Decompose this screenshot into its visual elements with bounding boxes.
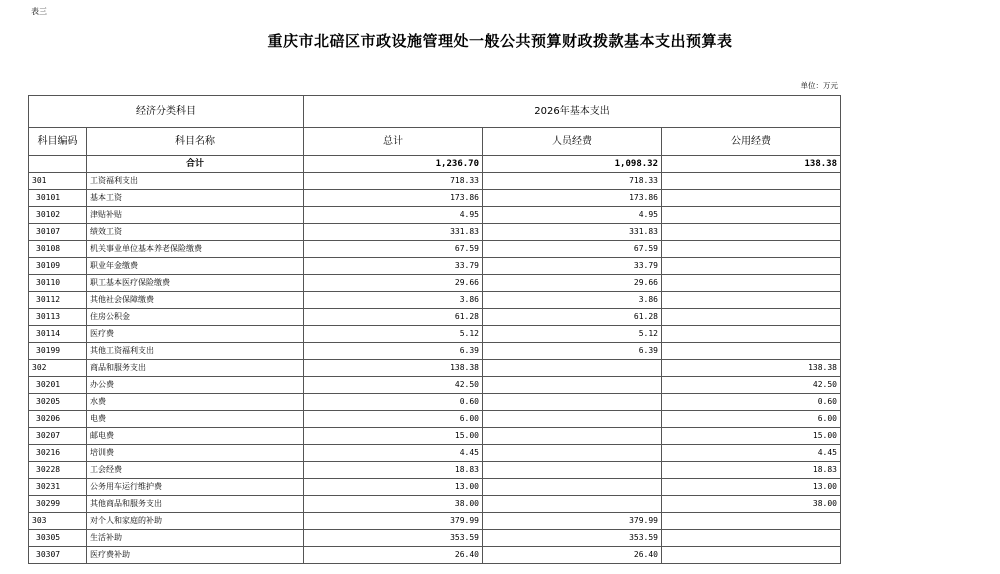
header-name: 科目名称	[87, 128, 304, 156]
row-total-cell: 6.00	[304, 411, 483, 428]
row-name-cell: 邮电费	[87, 428, 304, 445]
row-name-cell: 职工基本医疗保险缴费	[87, 275, 304, 292]
row-total-cell: 5.12	[304, 326, 483, 343]
header-public: 公用经费	[662, 128, 841, 156]
row-code-cell: 30109	[29, 258, 87, 275]
row-total-cell: 6.39	[304, 343, 483, 360]
row-name-cell: 其他商品和服务支出	[87, 496, 304, 513]
row-name-cell: 其他社会保障缴费	[87, 292, 304, 309]
table-row	[29, 190, 841, 207]
row-public-cell	[662, 173, 841, 190]
row-name-cell: 医疗费补助	[87, 547, 304, 564]
row-public-cell	[662, 190, 841, 207]
row-name-cell: 职业年金缴费	[87, 258, 304, 275]
row-code-cell: 302	[29, 360, 87, 377]
row-personnel-cell: 5.12	[483, 326, 662, 343]
row-personnel-cell	[483, 377, 662, 394]
table-row	[29, 479, 841, 496]
table-row	[29, 207, 841, 224]
table-row	[29, 377, 841, 394]
row-code-cell: 30207	[29, 428, 87, 445]
table-row	[29, 462, 841, 479]
table-number-tag: 表三	[31, 7, 47, 16]
row-personnel-cell: 4.95	[483, 207, 662, 224]
row-total-cell: 3.86	[304, 292, 483, 309]
row-public-cell	[662, 513, 841, 530]
table-row	[29, 360, 841, 377]
header-total: 总计	[304, 128, 483, 156]
row-personnel-cell: 26.40	[483, 547, 662, 564]
row-name-cell: 工资福利支出	[87, 173, 304, 190]
row-total-cell: 353.59	[304, 530, 483, 547]
row-public-cell: 138.38	[662, 360, 841, 377]
row-personnel-cell	[483, 411, 662, 428]
row-personnel-cell	[483, 394, 662, 411]
row-code-cell: 303	[29, 513, 87, 530]
row-public-cell: 13.00	[662, 479, 841, 496]
total-row	[29, 156, 841, 173]
table-row	[29, 275, 841, 292]
row-total-cell: 138.38	[304, 360, 483, 377]
row-code-cell: 30228	[29, 462, 87, 479]
total-personnel-cell: 1,098.32	[483, 156, 662, 173]
row-public-cell: 42.50	[662, 377, 841, 394]
row-personnel-cell	[483, 479, 662, 496]
table-row	[29, 411, 841, 428]
header-code: 科目编码	[29, 128, 87, 156]
row-total-cell: 173.86	[304, 190, 483, 207]
table-row	[29, 309, 841, 326]
total-public-cell: 138.38	[662, 156, 841, 173]
table-row	[29, 173, 841, 190]
row-name-cell: 住房公积金	[87, 309, 304, 326]
row-public-cell	[662, 547, 841, 564]
row-public-cell	[662, 258, 841, 275]
row-personnel-cell: 67.59	[483, 241, 662, 258]
header-personnel: 人员经费	[483, 128, 662, 156]
row-public-cell: 38.00	[662, 496, 841, 513]
row-code-cell: 30114	[29, 326, 87, 343]
row-public-cell	[662, 275, 841, 292]
row-total-cell: 379.99	[304, 513, 483, 530]
row-total-cell: 18.83	[304, 462, 483, 479]
row-public-cell: 15.00	[662, 428, 841, 445]
table-row	[29, 224, 841, 241]
row-public-cell	[662, 326, 841, 343]
row-public-cell: 4.45	[662, 445, 841, 462]
row-personnel-cell	[483, 428, 662, 445]
table-row	[29, 343, 841, 360]
row-public-cell	[662, 292, 841, 309]
row-name-cell: 津贴补贴	[87, 207, 304, 224]
header-row-columns	[29, 128, 841, 156]
row-total-cell: 4.45	[304, 445, 483, 462]
row-personnel-cell	[483, 445, 662, 462]
row-code-cell: 30112	[29, 292, 87, 309]
row-total-cell: 29.66	[304, 275, 483, 292]
row-code-cell: 30101	[29, 190, 87, 207]
row-name-cell: 电费	[87, 411, 304, 428]
row-total-cell: 0.60	[304, 394, 483, 411]
header-row-group	[29, 96, 841, 128]
header-year-basic: 2026年基本支出	[304, 96, 841, 128]
table-row	[29, 428, 841, 445]
row-personnel-cell	[483, 360, 662, 377]
row-name-cell: 绩效工资	[87, 224, 304, 241]
row-personnel-cell: 353.59	[483, 530, 662, 547]
row-total-cell: 4.95	[304, 207, 483, 224]
total-total-cell: 1,236.70	[304, 156, 483, 173]
table-row	[29, 241, 841, 258]
budget-table	[28, 95, 841, 564]
table-row	[29, 530, 841, 547]
row-name-cell: 基本工资	[87, 190, 304, 207]
unit-label: 单位：万元	[800, 81, 838, 90]
row-name-cell: 公务用车运行维护费	[87, 479, 304, 496]
row-code-cell: 30108	[29, 241, 87, 258]
table-row	[29, 292, 841, 309]
table-row	[29, 496, 841, 513]
row-total-cell: 331.83	[304, 224, 483, 241]
row-public-cell	[662, 530, 841, 547]
row-total-cell: 26.40	[304, 547, 483, 564]
row-total-cell: 15.00	[304, 428, 483, 445]
row-total-cell: 67.59	[304, 241, 483, 258]
table-row	[29, 547, 841, 564]
row-code-cell: 30231	[29, 479, 87, 496]
row-public-cell	[662, 309, 841, 326]
row-code-cell: 30305	[29, 530, 87, 547]
row-personnel-cell: 6.39	[483, 343, 662, 360]
row-personnel-cell: 331.83	[483, 224, 662, 241]
row-name-cell: 水费	[87, 394, 304, 411]
row-total-cell: 718.33	[304, 173, 483, 190]
row-code-cell: 30102	[29, 207, 87, 224]
row-name-cell: 其他工资福利支出	[87, 343, 304, 360]
row-name-cell: 生活补助	[87, 530, 304, 547]
table-row	[29, 394, 841, 411]
row-public-cell: 18.83	[662, 462, 841, 479]
row-name-cell: 医疗费	[87, 326, 304, 343]
header-econ-class: 经济分类科目	[29, 96, 304, 128]
row-code-cell: 30199	[29, 343, 87, 360]
table-row	[29, 445, 841, 462]
row-code-cell: 30107	[29, 224, 87, 241]
row-personnel-cell: 61.28	[483, 309, 662, 326]
row-public-cell: 0.60	[662, 394, 841, 411]
row-name-cell: 对个人和家庭的补助	[87, 513, 304, 530]
row-public-cell	[662, 241, 841, 258]
row-personnel-cell: 173.86	[483, 190, 662, 207]
row-total-cell: 33.79	[304, 258, 483, 275]
row-total-cell: 42.50	[304, 377, 483, 394]
table-row	[29, 513, 841, 530]
row-public-cell	[662, 343, 841, 360]
row-total-cell: 61.28	[304, 309, 483, 326]
row-name-cell: 办公费	[87, 377, 304, 394]
row-code-cell: 30110	[29, 275, 87, 292]
row-code-cell: 30206	[29, 411, 87, 428]
row-public-cell	[662, 224, 841, 241]
total-name-cell: 合计	[87, 156, 304, 173]
row-total-cell: 13.00	[304, 479, 483, 496]
row-code-cell: 30307	[29, 547, 87, 564]
row-name-cell: 机关事业单位基本养老保险缴费	[87, 241, 304, 258]
row-personnel-cell	[483, 496, 662, 513]
row-code-cell: 301	[29, 173, 87, 190]
row-public-cell	[662, 207, 841, 224]
row-name-cell: 工会经费	[87, 462, 304, 479]
total-code-cell	[29, 156, 87, 173]
table-row	[29, 326, 841, 343]
row-code-cell: 30299	[29, 496, 87, 513]
table-row	[29, 258, 841, 275]
row-personnel-cell: 718.33	[483, 173, 662, 190]
row-total-cell: 38.00	[304, 496, 483, 513]
row-code-cell: 30205	[29, 394, 87, 411]
row-code-cell: 30113	[29, 309, 87, 326]
page-title: 重庆市北碚区市政设施管理处一般公共预算财政拨款基本支出预算表	[267, 32, 733, 50]
row-code-cell: 30216	[29, 445, 87, 462]
row-code-cell: 30201	[29, 377, 87, 394]
row-personnel-cell	[483, 462, 662, 479]
row-personnel-cell: 379.99	[483, 513, 662, 530]
row-personnel-cell: 29.66	[483, 275, 662, 292]
row-name-cell: 培训费	[87, 445, 304, 462]
row-personnel-cell: 3.86	[483, 292, 662, 309]
row-name-cell: 商品和服务支出	[87, 360, 304, 377]
row-personnel-cell: 33.79	[483, 258, 662, 275]
row-public-cell: 6.00	[662, 411, 841, 428]
